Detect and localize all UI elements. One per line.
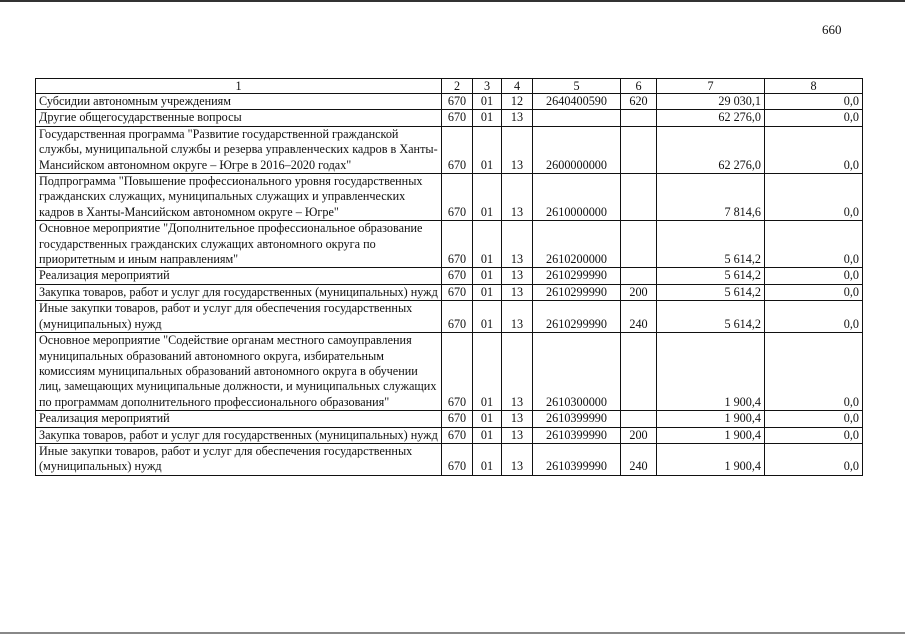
expense-type-cell — [621, 126, 657, 173]
section-code-cell: 01 — [473, 110, 502, 126]
column-header: 4 — [502, 79, 533, 94]
column-header: 6 — [621, 79, 657, 94]
amount-cell: 1 900,4 — [657, 443, 765, 475]
page-number: 660 — [822, 22, 842, 37]
column-header: 7 — [657, 79, 765, 94]
amount-cell: 5 614,2 — [657, 301, 765, 333]
expense-type-cell: 620 — [621, 94, 657, 110]
admin-code-cell: 670 — [442, 174, 473, 221]
section-code-cell: 01 — [473, 411, 502, 427]
amount-extra-cell: 0,0 — [765, 94, 863, 110]
target-article-cell — [533, 110, 621, 126]
section-code-cell: 01 — [473, 443, 502, 475]
section-code-cell: 01 — [473, 284, 502, 300]
table-row — [36, 301, 863, 333]
scan-bottom-edge — [0, 632, 905, 634]
target-article-cell: 2640400590 — [533, 94, 621, 110]
expense-type-cell — [621, 411, 657, 427]
section-code-cell: 01 — [473, 174, 502, 221]
table-row — [36, 333, 863, 411]
table-row — [36, 221, 863, 268]
target-article-cell: 2610300000 — [533, 333, 621, 411]
admin-code-cell: 670 — [442, 443, 473, 475]
expense-type-cell: 200 — [621, 284, 657, 300]
amount-cell: 1 900,4 — [657, 427, 765, 443]
amount-cell: 62 276,0 — [657, 110, 765, 126]
table-row — [36, 126, 863, 173]
subsection-code-cell: 13 — [502, 221, 533, 268]
scan-top-edge — [0, 0, 905, 2]
subsection-code-cell: 13 — [502, 427, 533, 443]
subsection-code-cell: 13 — [502, 268, 533, 284]
admin-code-cell: 670 — [442, 301, 473, 333]
expense-type-cell — [621, 221, 657, 268]
row-name-cell: Другие общегосударственные вопросы — [36, 110, 442, 126]
target-article-cell: 2610399990 — [533, 411, 621, 427]
amount-extra-cell: 0,0 — [765, 268, 863, 284]
row-name-cell: Основное мероприятие "Содействие органам местного самоуправления муниципальных образований автономного округа, избирательным комиссиям муниципальных образований автономного округа в обучении лиц, замещающих муниципальные должности, и муниципальных служащих по программам дополнительного профессионального образования" — [36, 333, 442, 411]
subsection-code-cell: 13 — [502, 301, 533, 333]
row-name-cell: Закупка товаров, работ и услуг для государственных (муниципальных) нужд — [36, 284, 442, 300]
section-code-cell: 01 — [473, 94, 502, 110]
subsection-code-cell: 13 — [502, 174, 533, 221]
section-code-cell: 01 — [473, 221, 502, 268]
section-code-cell: 01 — [473, 268, 502, 284]
row-name-cell: Закупка товаров, работ и услуг для государственных (муниципальных) нужд — [36, 427, 442, 443]
subsection-code-cell: 13 — [502, 443, 533, 475]
table-row — [36, 174, 863, 221]
amount-extra-cell: 0,0 — [765, 301, 863, 333]
table-row — [36, 443, 863, 475]
target-article-cell: 2610299990 — [533, 284, 621, 300]
row-name-cell: Подпрограмма "Повышение профессионального уровня государственных гражданских служащих, муниципальных служащих и управленческих кадров в Ханты-Мансийском автономном округе – Югре" — [36, 174, 442, 221]
column-header: 8 — [765, 79, 863, 94]
column-header: 3 — [473, 79, 502, 94]
table-row — [36, 268, 863, 284]
target-article-cell: 2610299990 — [533, 301, 621, 333]
section-code-cell: 01 — [473, 427, 502, 443]
table-header — [36, 79, 863, 94]
expense-type-cell — [621, 333, 657, 411]
table-row — [36, 284, 863, 300]
row-name-cell: Основное мероприятие "Дополнительное профессиональное образование государственных гражданских служащих автономного округа по приоритетным и иным направлениям" — [36, 221, 442, 268]
amount-extra-cell: 0,0 — [765, 126, 863, 173]
amount-extra-cell: 0,0 — [765, 174, 863, 221]
amount-cell: 1 900,4 — [657, 333, 765, 411]
subsection-code-cell: 13 — [502, 333, 533, 411]
subsection-code-cell: 13 — [502, 126, 533, 173]
column-number-row — [36, 79, 863, 94]
column-header: 5 — [533, 79, 621, 94]
subsection-code-cell: 12 — [502, 94, 533, 110]
expense-type-cell — [621, 268, 657, 284]
expense-type-cell — [621, 110, 657, 126]
budget-table — [35, 78, 863, 476]
table-row — [36, 411, 863, 427]
admin-code-cell: 670 — [442, 333, 473, 411]
column-header: 2 — [442, 79, 473, 94]
table-body — [36, 94, 863, 476]
amount-cell: 7 814,6 — [657, 174, 765, 221]
amount-cell: 62 276,0 — [657, 126, 765, 173]
expense-type-cell — [621, 174, 657, 221]
subsection-code-cell: 13 — [502, 284, 533, 300]
row-name-cell: Реализация мероприятий — [36, 268, 442, 284]
section-code-cell: 01 — [473, 333, 502, 411]
row-name-cell: Государственная программа "Развитие государственной гражданской службы, муниципальной службы и резерва управленческих кадров в Ханты-Мансийском автономном округе – Югре в 2016–2020 годах" — [36, 126, 442, 173]
column-header: 1 — [36, 79, 442, 94]
target-article-cell: 2610399990 — [533, 427, 621, 443]
target-article-cell: 2610399990 — [533, 443, 621, 475]
amount-extra-cell: 0,0 — [765, 411, 863, 427]
target-article-cell: 2610299990 — [533, 268, 621, 284]
amount-extra-cell: 0,0 — [765, 443, 863, 475]
expense-type-cell: 240 — [621, 301, 657, 333]
row-name-cell: Иные закупки товаров, работ и услуг для обеспечения государственных (муниципальных) нужд — [36, 301, 442, 333]
admin-code-cell: 670 — [442, 221, 473, 268]
table-row — [36, 94, 863, 110]
expense-type-cell: 200 — [621, 427, 657, 443]
table-row — [36, 427, 863, 443]
admin-code-cell: 670 — [442, 126, 473, 173]
target-article-cell: 2600000000 — [533, 126, 621, 173]
section-code-cell: 01 — [473, 301, 502, 333]
amount-extra-cell: 0,0 — [765, 333, 863, 411]
row-name-cell: Реализация мероприятий — [36, 411, 442, 427]
admin-code-cell: 670 — [442, 284, 473, 300]
amount-cell: 1 900,4 — [657, 411, 765, 427]
admin-code-cell: 670 — [442, 411, 473, 427]
target-article-cell: 2610200000 — [533, 221, 621, 268]
subsection-code-cell: 13 — [502, 411, 533, 427]
admin-code-cell: 670 — [442, 268, 473, 284]
subsection-code-cell: 13 — [502, 110, 533, 126]
table-row — [36, 110, 863, 126]
amount-extra-cell: 0,0 — [765, 110, 863, 126]
amount-cell: 5 614,2 — [657, 284, 765, 300]
amount-extra-cell: 0,0 — [765, 284, 863, 300]
row-name-cell: Субсидии автономным учреждениям — [36, 94, 442, 110]
amount-extra-cell: 0,0 — [765, 221, 863, 268]
amount-cell: 5 614,2 — [657, 221, 765, 268]
section-code-cell: 01 — [473, 126, 502, 173]
amount-cell: 5 614,2 — [657, 268, 765, 284]
admin-code-cell: 670 — [442, 94, 473, 110]
row-name-cell: Иные закупки товаров, работ и услуг для обеспечения государственных (муниципальных) нужд — [36, 443, 442, 475]
amount-extra-cell: 0,0 — [765, 427, 863, 443]
expense-type-cell: 240 — [621, 443, 657, 475]
admin-code-cell: 670 — [442, 427, 473, 443]
target-article-cell: 2610000000 — [533, 174, 621, 221]
admin-code-cell: 670 — [442, 110, 473, 126]
amount-cell: 29 030,1 — [657, 94, 765, 110]
